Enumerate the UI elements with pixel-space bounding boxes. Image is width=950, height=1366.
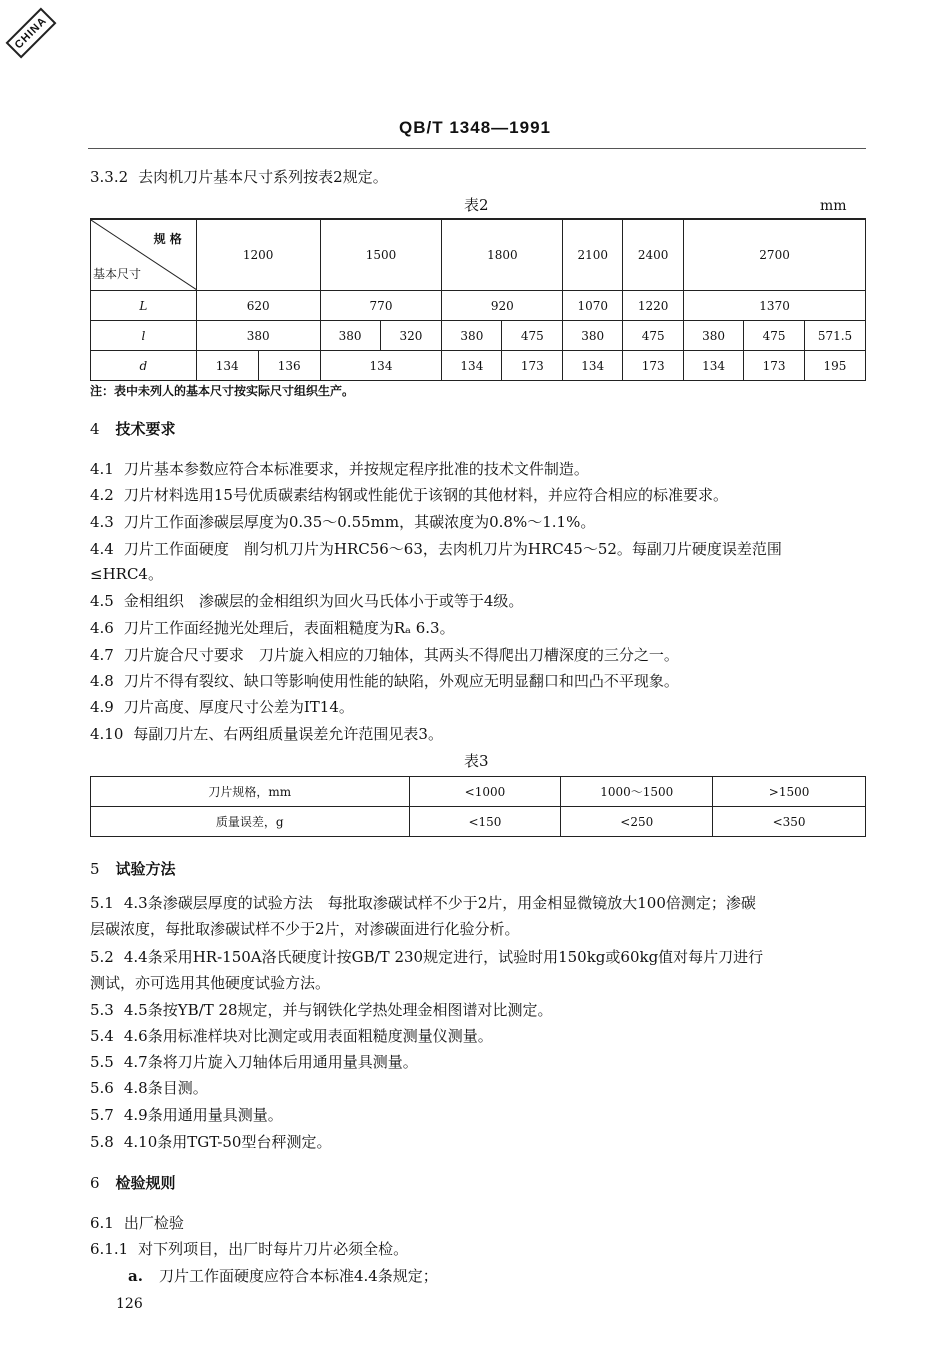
china-stamp: CHINA — [6, 8, 57, 59]
corner-bottom-label: 基本尺寸 — [93, 267, 142, 281]
clause-text: 4.3条渗碳层厚度的试验方法 每批取渗碳试样不少于2片，用金相显微镜放大100倍测定；渗碳 — [123, 894, 756, 912]
spec-header: 1800 — [442, 219, 563, 291]
section-number: 6 — [90, 1174, 100, 1192]
clause-6-1-1 — [90, 1238, 408, 1259]
table3-caption: 表3 — [464, 752, 489, 770]
table-cell: 134 — [442, 351, 502, 381]
clause-text: 4.10条用TGT-50型台秤测定。 — [123, 1133, 332, 1151]
corner-top-label: 规 格 — [153, 232, 182, 246]
section-number: 4 — [90, 420, 100, 438]
row-label-L: L — [91, 291, 197, 321]
section-number: 5 — [90, 860, 100, 878]
table2-unit: mm — [820, 198, 847, 214]
table-3 — [90, 776, 866, 837]
table-cell: 1000～1500 — [561, 777, 713, 807]
clause-text: 刀片工作面渗碳层厚度为0.35～0.55mm，其碳浓度为0.8%～1.1%。 — [123, 513, 596, 531]
table-cell: 1370 — [684, 291, 866, 321]
clause-text: 4.8条目测。 — [123, 1079, 208, 1097]
clause-4-6 — [90, 617, 455, 638]
spec-header: 1500 — [320, 219, 442, 291]
clause-number: 5.2 — [90, 948, 114, 966]
row-label: 刀片规格，mm — [91, 777, 410, 807]
clause-number: 5.3 — [90, 1001, 114, 1019]
clause-number: 4.3 — [90, 513, 114, 531]
spec-header: 2400 — [623, 219, 684, 291]
table2-corner-cell — [91, 219, 197, 291]
clause-4-5 — [90, 590, 523, 611]
section-title: 检验规则 — [115, 1174, 176, 1192]
table-cell: 134 — [196, 351, 258, 381]
clause-text: 对下列项目，出厂时每片刀片必须全检。 — [138, 1240, 409, 1258]
clause-text: 每副刀片左、右两组质量误差允许范围见表3。 — [133, 725, 443, 743]
list-item-a — [128, 1265, 438, 1286]
clause-number: 4.1 — [90, 460, 114, 478]
clause-text: 刀片基本参数应符合本标准要求，并按规定程序批准的技术文件制造。 — [123, 460, 589, 478]
clause-4-7 — [90, 644, 679, 665]
table-cell: 770 — [320, 291, 442, 321]
clause-number: 4.8 — [90, 672, 114, 690]
clause-text: 刀片不得有裂纹、缺口等影响使用性能的缺陷，外观应无明显翻口和凹凸不平现象。 — [123, 672, 679, 690]
clause-4-4 — [90, 538, 782, 559]
clause-5-4 — [90, 1025, 493, 1046]
clause-text: 金相组织 渗碳层的金相组织为回火马氏体小于或等于4级。 — [123, 592, 524, 610]
clause-number: 4.9 — [90, 698, 114, 716]
table-cell: 134 — [684, 351, 744, 381]
clause-number: 6.1 — [90, 1214, 114, 1232]
clause-number: 6.1.1 — [90, 1240, 129, 1258]
clause-3-3-2 — [90, 166, 388, 187]
section-6-heading — [90, 1172, 176, 1193]
clause-5-2 — [90, 946, 763, 967]
spec-header: 2100 — [563, 219, 623, 291]
table-cell: 173 — [502, 351, 563, 381]
clause-text: 4.5条按YB/T 28规定，并与钢铁化学热处理金相图谱对比测定。 — [123, 1001, 553, 1019]
table-cell: 380 — [563, 321, 623, 351]
table2-note: 注：表中未列人的基本尺寸按实际尺寸组织生产。 — [90, 384, 355, 398]
table-cell: 134 — [563, 351, 623, 381]
section-4-heading — [90, 418, 176, 439]
spec-header: 1200 — [196, 219, 320, 291]
clause-number: 5.5 — [90, 1053, 114, 1071]
table-cell: <150 — [409, 807, 561, 837]
table-cell: 1070 — [563, 291, 623, 321]
table-cell: 380 — [320, 321, 380, 351]
row-label-l: l — [91, 321, 197, 351]
section-5-heading — [90, 858, 176, 879]
table-cell: 475 — [744, 321, 805, 351]
clause-text: 出厂检验 — [123, 1214, 184, 1232]
table-cell: 475 — [502, 321, 563, 351]
table-cell: <1000 — [409, 777, 561, 807]
clause-text: 4.4条采用HR-150A洛氏硬度计按GB/T 230规定进行，试验时用150kg或60kg值对每片刀进行 — [123, 948, 764, 966]
clause-text: 4.7条将刀片旋入刀轴体后用通用量具测量。 — [123, 1053, 418, 1071]
table-cell: 380 — [684, 321, 744, 351]
header-rule — [88, 148, 866, 149]
clause-5-1-continuation: 层碳浓度，每批取渗碳试样不少于2片，对渗碳面进行化验分析。 — [90, 920, 520, 938]
clause-number: 4.6 — [90, 619, 114, 637]
clause-5-2-continuation: 测试，亦可选用其他硬度试验方法。 — [90, 974, 331, 992]
spec-header: 2700 — [684, 219, 866, 291]
clause-number: 5.7 — [90, 1106, 114, 1124]
item-marker: a. — [128, 1267, 143, 1285]
standard-header: QB/T 1348—1991 — [399, 118, 551, 137]
table-cell: 173 — [623, 351, 684, 381]
clause-4-10 — [90, 723, 443, 744]
clause-text: 4.9条用通用量具测量。 — [123, 1106, 283, 1124]
table-cell: 1220 — [623, 291, 684, 321]
clause-number: 4.4 — [90, 540, 114, 558]
table-cell: 320 — [380, 321, 442, 351]
table-cell: 475 — [623, 321, 684, 351]
clause-number: 5.4 — [90, 1027, 114, 1045]
clause-number: 5.6 — [90, 1079, 114, 1097]
table-cell: 380 — [196, 321, 320, 351]
clause-5-6 — [90, 1077, 208, 1098]
table2-caption: 表2 — [464, 196, 489, 214]
clause-6-1 — [90, 1212, 184, 1233]
row-label: 质量误差，g — [91, 807, 410, 837]
table-cell: 195 — [804, 351, 865, 381]
table-cell: 380 — [442, 321, 502, 351]
section-title: 试验方法 — [115, 860, 176, 878]
clause-4-9 — [90, 696, 354, 717]
clause-4-4-continuation: ≤HRC4。 — [90, 565, 163, 583]
clause-5-3 — [90, 999, 553, 1020]
clause-text: 刀片材料选用15号优质碳素结构钢或性能优于该钢的其他材料，并应符合相应的标准要求。 — [123, 486, 728, 504]
table-cell: 620 — [196, 291, 320, 321]
table-2 — [90, 218, 866, 381]
clause-4-2 — [90, 484, 728, 505]
clause-text: 刀片工作面经抛光处理后，表面粗糙度为Rₐ 6.3。 — [123, 619, 455, 637]
table-cell: 134 — [320, 351, 442, 381]
clause-text: 去肉机刀片基本尺寸系列按表2规定。 — [138, 168, 388, 186]
clause-text: 刀片工作面硬度 削匀机刀片为HRC56～63，去肉机刀片为HRC45～52。每副刀片硬度误差范围 — [123, 540, 782, 558]
clause-4-3 — [90, 511, 595, 532]
clause-number: 4.10 — [90, 725, 124, 743]
clause-text: 刀片高度、厚度尺寸公差为IT14。 — [123, 698, 354, 716]
clause-number: 3.3.2 — [90, 168, 129, 186]
clause-number: 4.2 — [90, 486, 114, 504]
clause-4-1 — [90, 458, 589, 479]
item-text: 刀片工作面硬度应符合本标准4.4条规定； — [158, 1267, 438, 1285]
clause-text: 4.6条用标准样块对比测定或用表面粗糙度测量仪测量。 — [123, 1027, 493, 1045]
clause-number: 5.1 — [90, 894, 114, 912]
clause-5-8 — [90, 1131, 331, 1152]
table-cell: 173 — [744, 351, 805, 381]
table-cell: <250 — [561, 807, 713, 837]
row-label-d: d — [91, 351, 197, 381]
page-number: 126 — [116, 1296, 143, 1312]
table-cell: 920 — [442, 291, 563, 321]
clause-5-1 — [90, 892, 756, 913]
table-cell: 571.5 — [804, 321, 865, 351]
table-cell: 136 — [258, 351, 320, 381]
clause-4-8 — [90, 670, 679, 691]
table-cell: <350 — [713, 807, 866, 837]
clause-text: 刀片旋合尺寸要求 刀片旋入相应的刀轴体，其两头不得爬出刀槽深度的三分之一。 — [123, 646, 679, 664]
clause-number: 5.8 — [90, 1133, 114, 1151]
table-cell: >1500 — [713, 777, 866, 807]
clause-5-7 — [90, 1104, 283, 1125]
clause-number: 4.5 — [90, 592, 114, 610]
clause-5-5 — [90, 1051, 418, 1072]
clause-number: 4.7 — [90, 646, 114, 664]
section-title: 技术要求 — [115, 420, 176, 438]
